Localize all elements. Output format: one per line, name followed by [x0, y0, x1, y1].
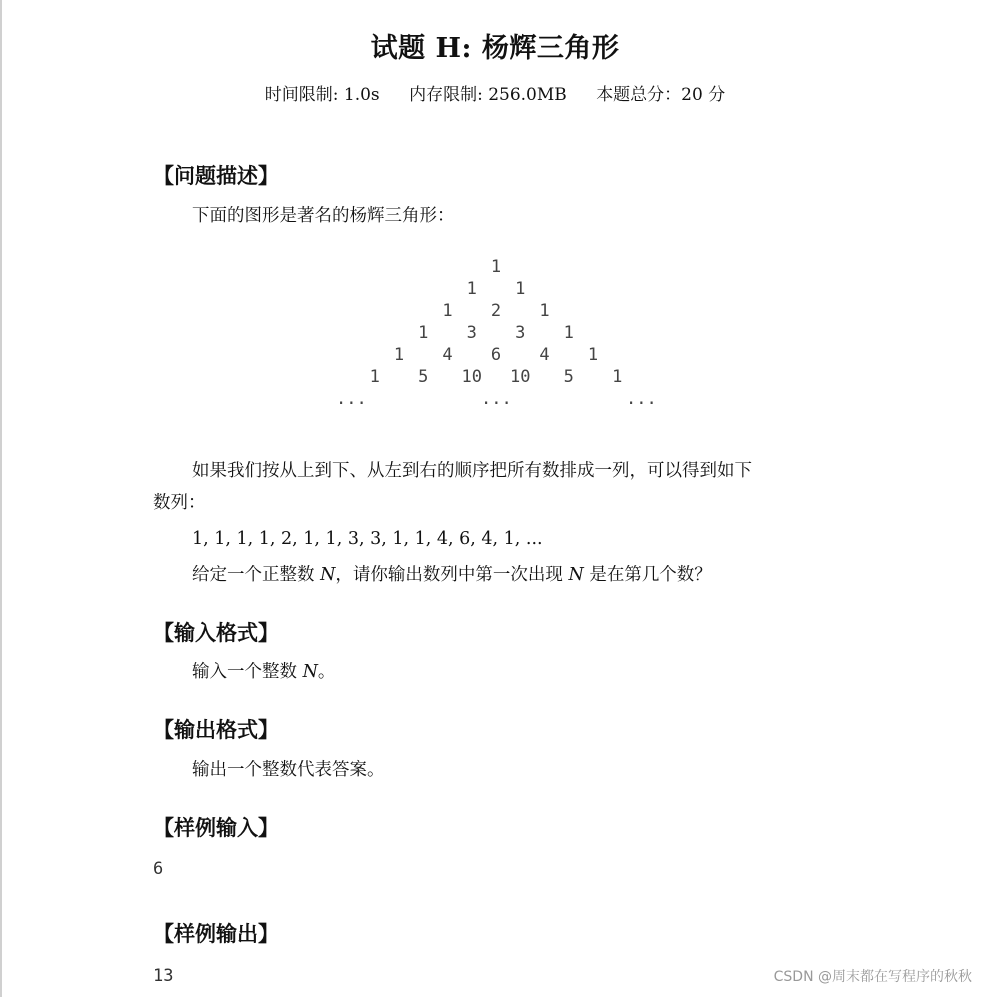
triangle-number: 5: [563, 367, 574, 387]
triangle-number: 4: [539, 345, 550, 365]
triangle-number: 1: [393, 345, 405, 365]
memory-limit: 内存限制: 256.0MB: [409, 85, 567, 105]
triangle-number: 2: [490, 301, 502, 321]
sequence: 1, 1, 1, 1, 2, 1, 1, 3, 3, 1, 1, 4, 6, 4, 1, ...: [192, 529, 543, 549]
triangle-number: 4: [442, 345, 453, 365]
var-n: N: [302, 662, 318, 682]
triangle-number: 1: [466, 279, 477, 299]
sample-input-heading: 【样例输入】: [153, 816, 279, 840]
triangle-number: 1: [515, 279, 526, 299]
output-format-text: 输出一个整数代表答案。: [192, 760, 385, 780]
var-n: N: [568, 565, 584, 585]
ellipsis-left: ...: [336, 389, 367, 409]
problem-description-heading: 【问题描述】: [153, 164, 279, 188]
var-n: N: [320, 565, 336, 585]
triangle-number: 1: [418, 323, 429, 343]
triangle-number: 3: [515, 323, 526, 343]
input-format-heading: 【输入格式】: [153, 621, 279, 645]
triangle-number: 1: [369, 367, 380, 387]
input-format-text: 输入一个整数 N。: [192, 662, 336, 682]
problem-meta: [0, 80, 990, 105]
sequence-para-line2: 数列：: [153, 493, 206, 513]
sample-output-heading: 【样例输出】: [153, 922, 279, 946]
sample-input-value: 6: [153, 859, 164, 879]
page-edge: [0, 0, 2, 997]
triangle-number: 1: [539, 301, 550, 321]
triangle-number: 1: [442, 301, 453, 321]
triangle-number: 10: [461, 367, 482, 387]
triangle-number: 3: [466, 323, 477, 343]
triangle-number: 6: [490, 345, 502, 365]
watermark: CSDN @周末都在写程序的秋秋: [773, 969, 972, 985]
time-limit: 时间限制: 1.0s: [264, 85, 380, 105]
problem-title: 试题 H: 杨辉三角形: [370, 33, 620, 64]
ellipsis-right: ...: [626, 389, 657, 409]
triangle-number: 1: [612, 367, 623, 387]
ellipsis-center: ...: [481, 389, 512, 409]
sequence-para-line1: 如果我们按从上到下、从左到右的顺序把所有数排成一列，可以得到如下: [192, 461, 752, 481]
question: 给定一个正整数 N，请你输出数列中第一次出现 N 是在第几个数？: [192, 565, 712, 585]
total-score: 本题总分：20 分: [596, 85, 726, 105]
problem-intro: 下面的图形是著名的杨辉三角形：: [192, 206, 455, 226]
sample-output-value: 13: [153, 966, 174, 986]
output-format-heading: 【输出格式】: [153, 718, 279, 742]
triangle-number: 5: [418, 367, 429, 387]
triangle-number: 10: [510, 367, 531, 387]
triangle-number: 1: [563, 323, 574, 343]
triangle-number: 1: [490, 257, 502, 277]
triangle-number: 1: [587, 345, 599, 365]
